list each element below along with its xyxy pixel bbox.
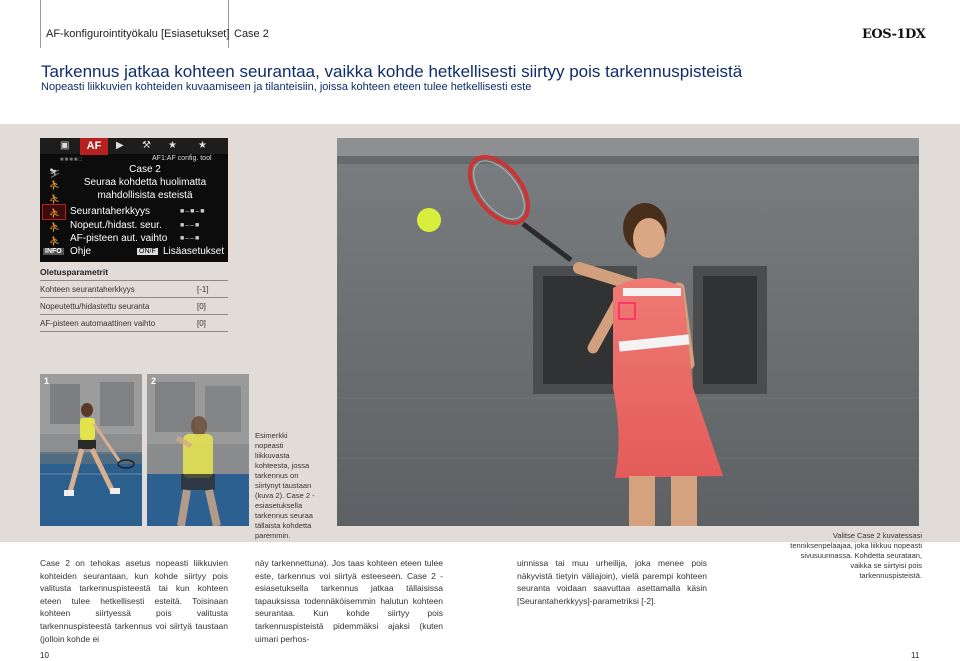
camera-lcd-screen — [40, 138, 228, 262]
header-divider — [40, 0, 41, 48]
camera-extra-label: Lisäasetukset — [163, 246, 225, 257]
defaults-rule — [40, 331, 228, 332]
camera-footer — [40, 246, 228, 262]
page-dots-icon: ■■■■□ — [60, 157, 84, 163]
onf-button-icon: ON/F — [139, 248, 156, 255]
photo-2-number: 2 — [151, 376, 157, 386]
header-divider — [228, 0, 229, 48]
page-number-right: 11 — [911, 651, 920, 660]
camera-help-label: Ohje — [70, 246, 92, 257]
info-button-icon: INFO — [45, 248, 62, 255]
body-column-1: Case 2 on tehokas asetus nopeasti liikkuvien kohteiden seurantaan, kun kohde siirtyy pois valitusta tarkennuspisteestä tai kun kohteen eteen tulee hetkellisesti esteitä. Toisinaan kohteen siirtyessä pois valitusta tarkennuspisteestä tarkennus voi siirtyä taustaan (jolloin kohde ei — [40, 558, 228, 644]
page-title: Tarkennus jatkaa kohteen seurantaa, vaikka kohde hetkellisesti siirtyy pois tarkennuspisteistä — [41, 62, 743, 81]
case-1-icon: ⛷ — [49, 168, 61, 178]
defaults-rule — [40, 297, 228, 298]
camera-case-header — [70, 163, 220, 202]
defaults-title: Oletusparametrit — [40, 267, 109, 277]
slider-scale-icon: ■––■ — [180, 235, 201, 242]
camera-case-name: Case 2 — [129, 164, 161, 175]
camera-row-accel: Nopeut./hidast. seur. — [70, 220, 162, 231]
star-icon: ★ — [198, 140, 207, 151]
camera-case-list — [40, 166, 68, 250]
photo-caption: Esimerkki nopeasti liikkuvasta kohteesta, jossa tarkennus on siirtynyt taustaan (kuva 2). Case 2 -esiasetuksella tarkennus seuraa tällaista kohdetta paremmin. — [255, 431, 315, 540]
camera-row-autoswitch: AF-pisteen aut. vaihto — [70, 233, 168, 244]
photo-1-image — [40, 374, 142, 526]
camera-icon: ▣ — [60, 140, 70, 151]
camera-row-tracking: Seurantaherkkyys — [70, 206, 151, 217]
side-caption: Valitse Case 2 kuvatessasi tenniksenpelaajaa, joka liikkuu nopeasti sivusuunnassa. Kohdetta seurataan, vaikka se siirtyisi pois tarkennuspisteistä. — [790, 531, 922, 580]
photo-1-number: 1 — [44, 376, 50, 386]
defaults-row-label: AF-pisteen automaattinen vaihto — [40, 319, 156, 328]
slider-scale-icon: ■–■–■ — [180, 208, 206, 215]
body-column-3: uinnissa tai muu urheilija, joka menee pois näkyvistä tietyin väliajoin), vielä parempi kohteen seuranta voidaan saavuttaa asettamalla käsin [Seurantaherkkyys]-parametriksi [-2]. — [517, 558, 707, 606]
case-6-icon: ⛹ — [49, 236, 61, 246]
page-subtitle: Nopeasti liikkuvien kohteiden kuvaamiseen ja tilanteisiin, joissa kohteen eteen tulee hetkellisesti este — [41, 81, 532, 93]
defaults-row-label: Nopeutettu/hidastettu seuranta — [40, 302, 150, 311]
defaults-rule — [40, 314, 228, 315]
eos-logo: EOS-1DX — [862, 27, 926, 42]
body-column-2: näy tarkennettuna). Jos taas kohteen eteen tulee este, tarkennus voi siirtyä esteeseen. Case 2 -esiasetuksella tarkennus jatkaa tällaisissa tapauksissa todennäköisemmin halutun kohteen seurantaa. Kun kohde siirtyy pois tarkennuspisteistä pidemmäksi ajaksi (kuten uimari perhos- — [255, 558, 443, 644]
header-case: Case 2 — [234, 28, 269, 40]
main-photo-tennis — [337, 138, 919, 526]
case-3-icon: ⛹ — [49, 194, 61, 204]
camera-menu-subtitle: AF1:AF config. tool — [152, 155, 212, 162]
photo-2 — [147, 374, 249, 526]
camera-case-desc-2: mahdollisista esteistä — [97, 190, 193, 201]
case-2-icon: ⛹ — [49, 180, 61, 190]
header-section: AF-konfigurointityökalu [Esiasetukset] — [46, 28, 230, 40]
custom-icon: ★ — [168, 140, 177, 151]
photo-1 — [40, 374, 142, 526]
defaults-row-label: Kohteen seurantaherkkyys — [40, 285, 135, 294]
camera-menu-tabs — [40, 138, 228, 154]
defaults-row-value: [0] — [197, 302, 206, 311]
defaults-row-value: [-1] — [197, 285, 209, 294]
main-photo-image — [337, 138, 919, 526]
tab-af: AF — [80, 138, 108, 155]
case-4-icon: ⛹ — [49, 208, 61, 218]
play-icon: ▶ — [116, 140, 124, 151]
case-5-icon: ⛹ — [49, 222, 61, 232]
photo-2-image — [147, 374, 249, 526]
camera-case-desc-1: Seuraa kohdetta huolimatta — [83, 177, 207, 188]
wrench-icon: ⚒ — [142, 140, 151, 151]
page-number-left: 10 — [40, 651, 49, 660]
defaults-row-value: [0] — [197, 319, 206, 328]
slider-scale-icon: ■––■ — [180, 222, 201, 229]
defaults-rule — [40, 280, 228, 281]
